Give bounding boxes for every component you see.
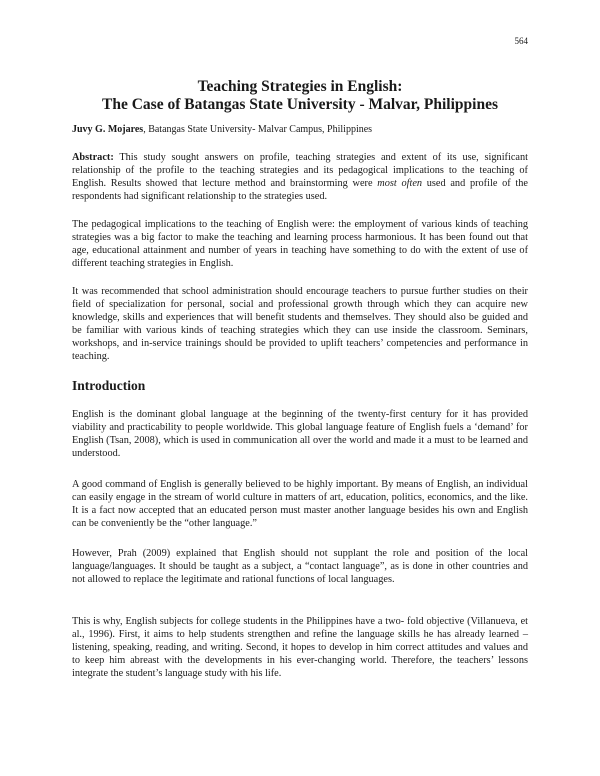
- page-number: 564: [514, 36, 528, 46]
- author-affiliation: , Batangas State University- Malvar Campus, Philippines: [143, 124, 373, 135]
- title-line-2: The Case of Batangas State University - Malvar, Philippines: [102, 96, 498, 113]
- abstract-text-before: This study sought answers on profile, teaching strategies and extent of its use, significant relationship of the profile to the teaching strategies and its pedagogical implications to the teaching of English. Results showed that lecture method and brainstorming were: [72, 152, 528, 190]
- intro-paragraph-4: This is why, English subjects for college students in the Philippines have a two- fold objective (Villanueva, et al., 1996). First, it aims to help students strengthen and refine the language skills he has already learned – listening, speaking, reading, and writing. Second, it hopes to develop in him correct attitudes and values and to keep him abreast with the developments in his ever-changing world. Therefore, the teachers’ lessons integrate the student’s language study with his life.: [72, 616, 528, 680]
- intro-paragraph-3: However, Prah (2009) explained that English should not supplant the role and position of the local language/languages. It should be taught as a subject, a “contact language”, as is done in other countries and not allowed to replace the legitimate and rational functions of local languages.: [72, 548, 528, 586]
- abstract-text-after: used and profile of the respondents had significant relationship to the strategies used.: [72, 178, 528, 203]
- title-line-1: Teaching Strategies in English:: [197, 78, 403, 95]
- recommendation-paragraph: It was recommended that school administration should encourage teachers to pursue further studies on their field of specialization for personal, social and professional growth through which they can acquire new knowledge, skills and experiences that will benefit students and themselves. They should also be guided and be familiar with various kinds of teaching strategies which they can use inside the classroom. Seminars, workshops, and in-service trainings should be provided to uplift teachers’ competencies and performance in teaching.: [72, 286, 528, 363]
- abstract-emphasis: most often: [377, 178, 423, 190]
- abstract-label: Abstract:: [72, 152, 114, 163]
- introduction-heading: Introduction: [72, 378, 146, 393]
- author-name: Juvy G. Mojares: [72, 124, 144, 135]
- implications-paragraph: The pedagogical implications to the teaching of English were: the employment of various kinds of teaching strategies was a big factor to make the teaching and learning process harmonious. It has been found out that age, educational attainment and number of years in teaching have something to do with the extent of use of different teaching strategies in English.: [72, 219, 528, 270]
- paper-title: [72, 78, 528, 114]
- author-byline: [72, 124, 528, 135]
- abstract-paragraph: [72, 151, 528, 203]
- intro-paragraph-1: English is the dominant global language at the beginning of the twenty-first century for it has provided viability and practicability to people worldwide. This global language feature of English fuels a ‘demand’ for English (Tsan, 2008), which is used in communication all over the world and made it a must to be learned and understood.: [72, 409, 528, 460]
- intro-paragraph-2: A good command of English is generally believed to be highly important. By means of English, an individual can easily engage in the stream of world culture in matters of art, education, politics, economics, and the like. It is a fact now accepted that an educated person must master another language besides his own and English can be conveniently be the “other language.”: [72, 479, 528, 530]
